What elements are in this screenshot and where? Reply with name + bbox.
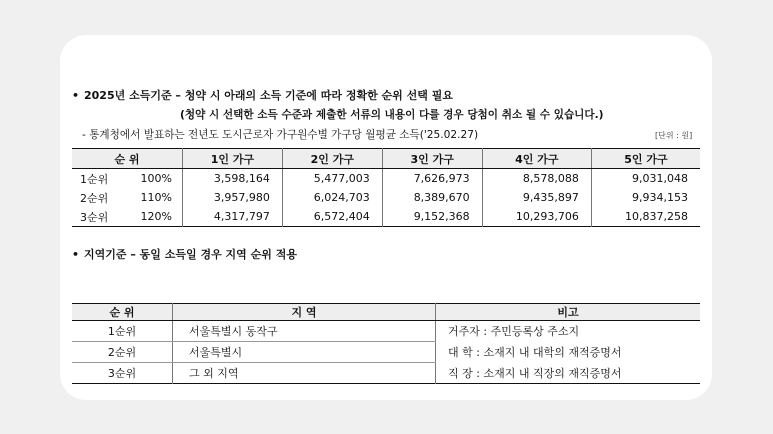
rank-cell: 1순위 bbox=[80, 172, 109, 186]
header-area: 지 역 bbox=[173, 304, 436, 321]
header-2p: 2인 가구 bbox=[282, 149, 382, 169]
header-note: 비고 bbox=[436, 304, 701, 321]
value-cell: 6,572,404 bbox=[282, 207, 382, 227]
section2-title-line bbox=[72, 246, 297, 262]
header-rank: 순 위 bbox=[72, 149, 183, 169]
table-row bbox=[72, 363, 700, 384]
region-table-header bbox=[72, 304, 700, 321]
section1-note: - 통계청에서 발표하는 전년도 도시근로자 가구원수별 가구당 월평균 소득('25.02.27) bbox=[82, 129, 479, 141]
document-card bbox=[60, 35, 712, 400]
pct-cell: 100% bbox=[140, 172, 172, 185]
table-row bbox=[72, 169, 700, 189]
header-3p: 3인 가구 bbox=[382, 149, 482, 169]
section1-title: 2025년 소득기준 – 청약 시 아래의 소득 기준에 따라 정확한 순위 선택 필요 bbox=[84, 89, 453, 102]
value-cell: 5,477,003 bbox=[282, 169, 382, 189]
header-5p: 5인 가구 bbox=[591, 149, 700, 169]
value-cell: 9,031,048 bbox=[591, 169, 700, 189]
value-cell: 3,957,980 bbox=[183, 188, 283, 207]
bullet: • bbox=[72, 89, 80, 102]
bullet: • bbox=[72, 248, 80, 261]
table-row bbox=[72, 321, 700, 342]
note-cell: 거주자 : 주민등록상 주소지 bbox=[436, 321, 701, 342]
value-cell: 7,626,973 bbox=[382, 169, 482, 189]
region-table bbox=[72, 303, 700, 384]
rank-cell: 3순위 bbox=[107, 367, 137, 380]
rank-cell: 3순위 bbox=[80, 210, 109, 224]
rank-cell: 1순위 bbox=[72, 321, 173, 342]
header-4p: 4인 가구 bbox=[482, 149, 591, 169]
value-cell: 6,024,703 bbox=[282, 188, 382, 207]
pct-cell: 120% bbox=[140, 210, 172, 223]
header-rank: 순 위 bbox=[72, 304, 173, 321]
value-cell: 9,152,368 bbox=[382, 207, 482, 227]
pct-cell: 110% bbox=[140, 191, 172, 204]
area-cell: 서울특별시 동작구 bbox=[173, 321, 436, 342]
value-cell: 4,317,797 bbox=[183, 207, 283, 227]
income-table-header bbox=[72, 149, 700, 169]
rank-cell: 2순위 bbox=[72, 342, 173, 363]
income-table bbox=[72, 148, 700, 227]
note-cell: 대 학 : 소재지 내 대학의 재적증명서 bbox=[436, 342, 701, 363]
header-1p: 1인 가구 bbox=[183, 149, 283, 169]
value-cell: 8,389,670 bbox=[382, 188, 482, 207]
rank-cell: 2순위 bbox=[80, 191, 109, 205]
table-row bbox=[72, 342, 700, 363]
value-cell: 9,934,153 bbox=[591, 188, 700, 207]
area-cell: 서울특별시 bbox=[173, 342, 436, 363]
section2-title: 지역기준 – 동일 소득일 경우 지역 순위 적용 bbox=[84, 248, 297, 261]
value-cell: 3,598,164 bbox=[183, 169, 283, 189]
value-cell: 8,578,088 bbox=[482, 169, 591, 189]
table-row bbox=[72, 207, 700, 227]
value-cell: 9,435,897 bbox=[482, 188, 591, 207]
table-row bbox=[72, 188, 700, 207]
section1-subtitle: (청약 시 선택한 소득 수준과 제출한 서류의 내용이 다를 경우 당첨이 취소 될 수 있습니다.) bbox=[180, 109, 604, 121]
note-cell: 직 장 : 소재지 내 직장의 재직증명서 bbox=[436, 363, 701, 384]
area-cell: 그 외 지역 bbox=[173, 363, 436, 384]
section1-title-line bbox=[72, 87, 453, 103]
value-cell: 10,837,258 bbox=[591, 207, 700, 227]
unit-label: [단위 : 원] bbox=[655, 131, 693, 140]
value-cell: 10,293,706 bbox=[482, 207, 591, 227]
